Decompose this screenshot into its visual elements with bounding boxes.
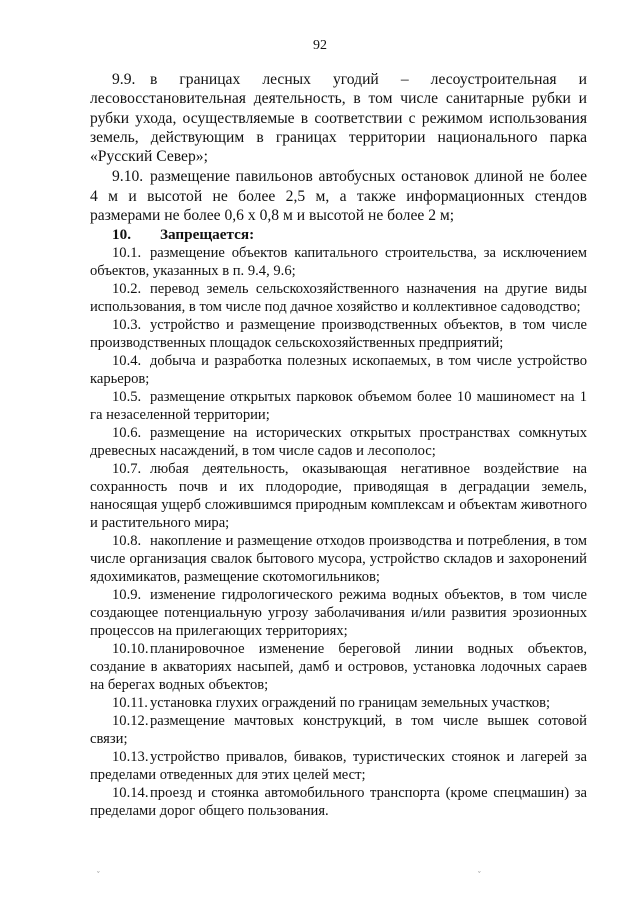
paragraph-9-10: [90, 167, 587, 225]
item-text: размещение открытых парковок объемом более 10 машиномест на 1 га незаселенной территории;: [90, 389, 587, 424]
scan-artifact-mark: ˇ: [478, 870, 481, 879]
list-item-10-11: [90, 694, 587, 712]
paragraph-number: 9.10.: [112, 168, 144, 186]
paragraph-text: в границах лесных угодий – лесоустроительная и лесовосстановительная деятельность, в том числе санитарные рубки и рубки ухода, осуществляемые в соответствии с режимом использования земель, действующим в границах территории национального парка «Русский Север»;: [90, 71, 587, 166]
list-item-10-4: [90, 352, 587, 388]
item-number: 10.11.: [112, 695, 148, 712]
paragraph-9-9: [90, 70, 587, 166]
list-item-10-13: [90, 748, 587, 784]
item-number: 10.4.: [112, 353, 142, 370]
item-text: перевод земель сельскохозяйственного назначения на другие виды использования, в том числе под дачное хозяйство и коллективное садоводство;: [90, 281, 587, 316]
list-item-10-6: [90, 424, 587, 460]
item-number: 10.9.: [112, 587, 142, 604]
list-item-10-7: [90, 460, 587, 532]
item-text: размещение мачтовых конструкций, в том числе вышек сотовой связи;: [90, 713, 587, 748]
list-item-10-2: [90, 280, 587, 316]
page-number: 92: [313, 38, 327, 53]
list-item-10-8: [90, 532, 587, 586]
item-number: 10.13.: [112, 749, 149, 766]
item-text: накопление и размещение отходов производства и потребления, в том числе организация свалок бытового мусора, устройство складов и захоронений ядохимикатов, размещение скотомогильников;: [90, 533, 587, 586]
list-item-10-14: [90, 784, 587, 820]
item-text: установка глухих ограждений по границам земельных участков;: [150, 695, 551, 712]
item-text: любая деятельность, оказывающая негативное воздействие на сохранность почв и их плодородие, приводящая в деградации земель, наносящая ущерб сложившимся природным комплексам и объектам животного и растительного мира;: [90, 461, 587, 532]
item-text: изменение гидрологического режима водных объектов, в том числе создающее потенциальную угрозу заболачивания и/или развития эрозионных процессов на прилегающих территориях;: [90, 587, 587, 640]
item-number: 10.2.: [112, 281, 142, 298]
item-number: 10.7.: [112, 461, 142, 478]
item-text: размещение объектов капитального строительства, за исключением объектов, указанных в п. 9.4, 9.6;: [90, 245, 587, 280]
section-title: Запрещается:: [160, 226, 255, 244]
item-number: 10.6.: [112, 425, 142, 442]
list-item-10-9: [90, 586, 587, 640]
paragraph-text: размещение павильонов автобусных остановок длиной не более 4 м и высотой не более 2,5 м, а также информационных стендов размерами не более 0,6 х 0,8 м и высотой не более 2 м;: [90, 168, 587, 225]
item-number: 10.3.: [112, 317, 142, 334]
list-item-10-12: [90, 712, 587, 748]
item-number: 10.10.: [112, 641, 149, 658]
section-number: 10.: [112, 226, 131, 244]
list-item-10-3: [90, 316, 587, 352]
item-text: добыча и разработка полезных ископаемых, в том числе устройство карьеров;: [90, 353, 587, 388]
item-number: 10.12.: [112, 713, 149, 730]
scan-artifact-mark: ˇ: [97, 870, 100, 879]
item-number: 10.14.: [112, 785, 149, 802]
item-number: 10.1.: [112, 245, 142, 262]
section-heading: [90, 225, 587, 244]
item-number: 10.5.: [112, 389, 142, 406]
item-text: устройство привалов, биваков, туристических стоянок и лагерей за пределами отведенных для этих целей мест;: [90, 749, 587, 784]
item-text: планировочное изменение береговой линии водных объектов, создание в акваториях насыпей, дамб и островов, установка лодочных сараев на берегах водных объектов;: [90, 641, 587, 694]
list-item-10-1: [90, 244, 587, 280]
document-body: [90, 70, 587, 820]
paragraph-number: 9.9.: [112, 71, 136, 88]
list-item-10-5: [90, 388, 587, 424]
item-text: устройство и размещение производственных объектов, в том числе производственных площадок сельскохозяйственных предприятий;: [90, 317, 587, 352]
list-item-10-10: [90, 640, 587, 694]
item-text: проезд и стоянка автомобильного транспорта (кроме спецмашин) за пределами дорог общего пользования.: [90, 785, 587, 820]
item-text: размещение на исторических открытых пространствах сомкнутых древесных насаждений, в том числе садов и лесополос;: [90, 425, 587, 460]
item-number: 10.8.: [112, 533, 142, 550]
